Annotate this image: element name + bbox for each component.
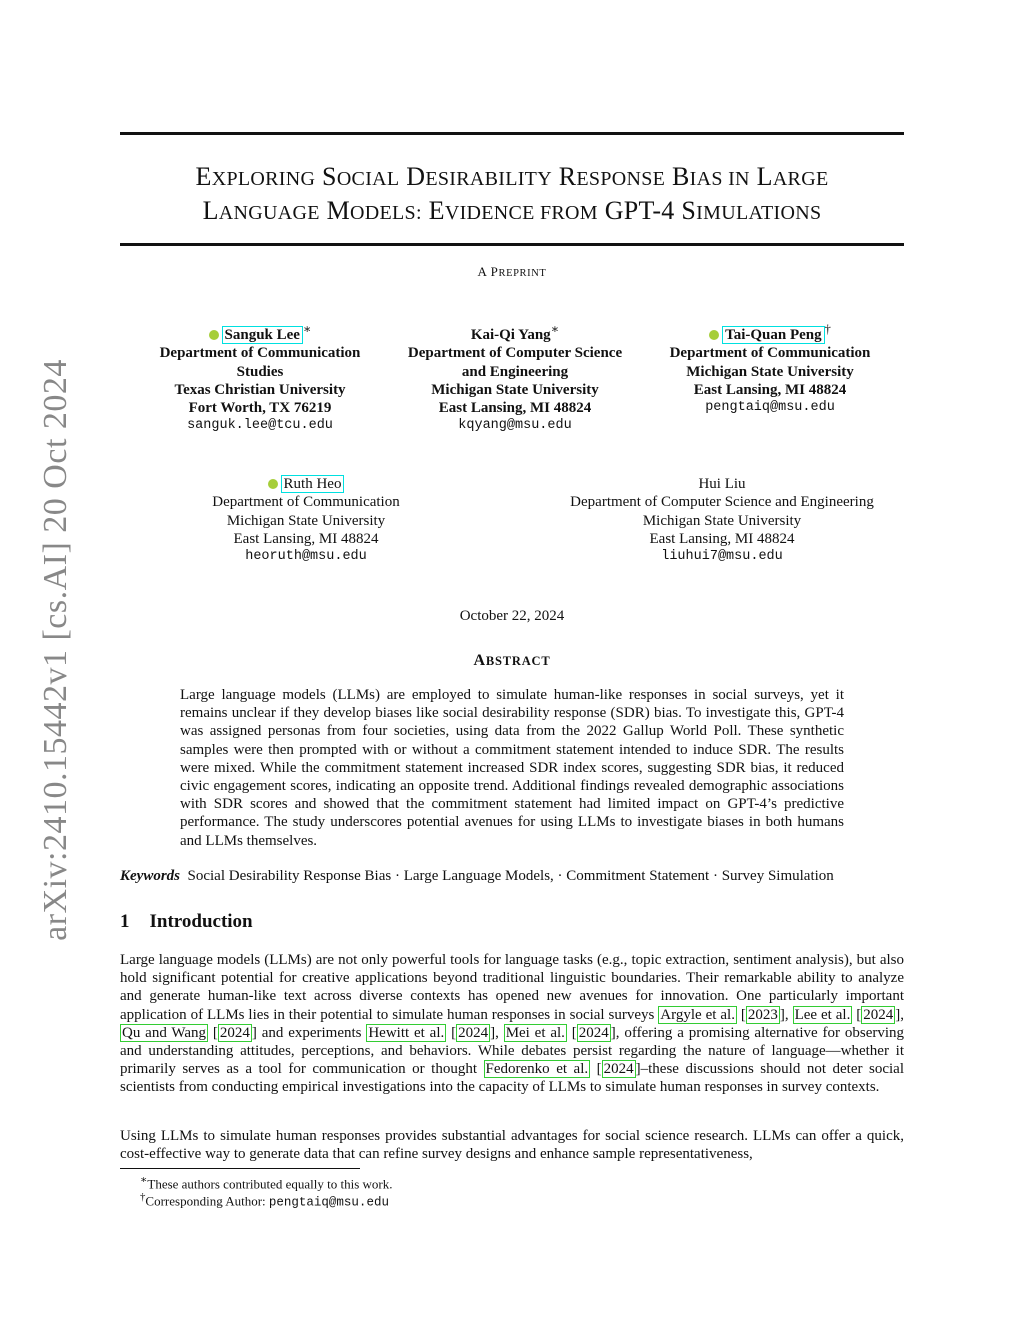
title-word: LANGUAGE [202,196,320,225]
author-affiliation: Department of Communication [212,494,400,511]
author-name: Hui Liu [698,476,746,492]
author-name-link[interactable]: Ruth Heo [281,475,345,493]
citation-link[interactable]: Fedorenko et al. [485,1061,589,1078]
footnote-rule [120,1168,360,1169]
footnote-2: †Corresponding Author: pengtaiq@msu.edu [140,1191,389,1210]
citation-link[interactable]: Lee et al. [794,1006,851,1023]
author-email: pengtaiq@msu.edu [705,400,835,416]
title-bottom-rule [120,243,904,246]
citation-year-link[interactable]: 2023 [747,1006,778,1023]
footnote-1: ∗These authors contributed equally to this work. [140,1174,393,1192]
author-email: kqyang@msu.edu [458,418,572,434]
abstract-text: Large language models (LLMs) are employed to simulate human-like responses in social surveys, yet it remains unclear if they develop biases like social desirability response (SDR) bias. To investigate this, GPT-4 was assigned personas from four societies, using data from the 2022 Gallup World Poll. These synthetic samples were then prompted with or without a commitment statement intended to induce SDR. The results were mixed. While the commitment statement increased SDR index scores, suggesting SDR bias, it reduced civic engagement scores, indicating an opposite trend. Additional findings revealed demographic associations with SDR scores and showed that the commitment statement had limited impact on GPT-4’s predictive performance. The study underscores potential avenues for using LLMs to investigate biases in both humans and LLMs themselves. [180,687,844,849]
author-affiliation: East Lansing, MI 48824 [233,530,379,547]
author-block-1: Sanguk Lee ∗ Department of Communication Studies Texas Christian University Fort Worth, TX 76219 sanguk.lee@tcu.edu [120,320,400,436]
citation-link[interactable]: Mei et al. [505,1024,565,1041]
author-name: Kai-Qi Yang [470,327,551,343]
title-word: RESPONSE [558,162,666,191]
title-word: SOCIAL [322,162,400,191]
keywords-text: Social Desirability Response Bias · Large Language Models, · Commitment Statement · Survey Simulation [187,868,834,884]
author-affiliation: Texas Christian University [174,381,346,398]
preprint-label: A PREPRINT [477,264,547,279]
publication-date: October 22, 2024 [459,608,565,624]
author-block-2: Kai-Qi Yang∗ Department of Computer Science and Engineering Michigan State University East Lansing, MI 48824 kqyang@msu.edu [385,320,645,436]
arxiv-identifier: arXiv:2410.15442v1 [cs.AI] 20 Oct 2024 [37,359,74,941]
title-word: EVIDENCE FROM [428,196,598,225]
author-affiliation: Department of Communication [669,345,871,362]
author-affiliation: East Lansing, MI 48824 [693,381,847,398]
author-block-4 [180,475,432,566]
citation-year-link[interactable]: 2024 [603,1061,634,1078]
paper-title-line-1 [100,160,924,196]
author-block-5 [540,475,904,566]
section-heading: 1 Introduction [120,911,253,932]
author-affiliation: East Lansing, MI 48824 [438,400,592,417]
orcid-icon[interactable] [209,330,219,340]
author-affiliation: East Lansing, MI 48824 [649,530,795,547]
abstract-heading: ABSTRACT [473,652,551,669]
author-affiliation: Michigan State University [431,381,599,398]
keywords-label: Keywords [120,868,180,884]
title-word: GPT-4 [604,196,675,225]
author-name-link[interactable]: Sanguk Lee [222,326,303,344]
title-top-rule [120,132,904,135]
citation-year-link[interactable]: 2024 [458,1024,489,1041]
title-word: EXPLORING [195,162,316,191]
author-affiliation: Michigan State University [226,512,386,529]
author-affiliation: Department of Computer Science and Engineering [570,494,874,511]
author-email: sanguk.lee@tcu.edu [187,418,333,434]
orcid-icon[interactable] [268,479,278,489]
author-email: heoruth@msu.edu [245,549,367,565]
author-affiliation: Michigan State University [686,363,854,380]
title-word: DESIRABILITY [406,162,552,191]
author-block-3: Tai-Quan Peng † Department of Communication Michigan State University East Lansing, MI 48824 pengtaiq@msu.edu [640,320,900,417]
paper-title-line-2 [100,194,924,230]
citation-link[interactable]: Argyle et al. [660,1006,735,1023]
author-affiliation: Department of Communication [159,345,361,362]
title-word: SIMULATIONS [681,196,822,225]
author-email: liuhui7@msu.edu [661,549,783,565]
title-word: BIAS IN [672,162,750,191]
citation-year-link[interactable]: 2024 [219,1024,250,1041]
author-affiliation: Michigan State University [642,512,802,529]
citation-year-link[interactable]: 2024 [578,1024,609,1041]
intro-paragraph-2: Using LLMs to simulate human responses provides substantial advantages for social science research. LLMs can offer a quick, cost-effective way to generate data that can refine survey designs and enhance sample representativeness, [120,1128,904,1163]
author-name-link[interactable]: Tai-Quan Peng [722,326,825,344]
author-affiliation: Department of Computer Science [407,345,623,362]
author-affiliation: Studies [236,363,284,380]
keywords [120,868,920,885]
orcid-icon[interactable] [709,330,719,340]
intro-paragraph-1: Large language models (LLMs) are not only powerful tools for language tasks (e.g., topic extraction, sentiment analysis), but also hold significant potential for creative applications beyond traditional linguistic boundaries. Their remarkable ability to analyze and generate human-like text across diverse contexts has opened new avenues for innovation. One particularly important application of LLMs lies in their potential to simulate human responses in social surveys Argyle et al. [ 2023 ], Lee et al. [ 2024 ], Qu and Wang [ 2024 ] and experiments Hewitt et al. [ 2024 ], Mei et al. [ 2024 ], offering a promising alternative for observing and understanding attitudes, perceptions, and behaviors. While debates persist regarding the nature of language—whether it primarily serves as a tool for communication or thought Fedorenko et al. [ 2024 ]–these discussions should not deter social scientists from conducting empirical investigations into the capacity of LLMs to simulate human responses in survey contexts. [120,952,905,1096]
title-word: MODELS: [326,196,422,225]
citation-link[interactable]: Hewitt et al. [368,1024,445,1041]
author-affiliation: Fort Worth, TX 76219 [188,400,332,417]
title-word: LARGE [756,162,829,191]
citation-year-link[interactable]: 2024 [863,1006,894,1023]
citation-link[interactable]: Qu and Wang [122,1024,207,1041]
author-affiliation: and Engineering [461,363,569,380]
